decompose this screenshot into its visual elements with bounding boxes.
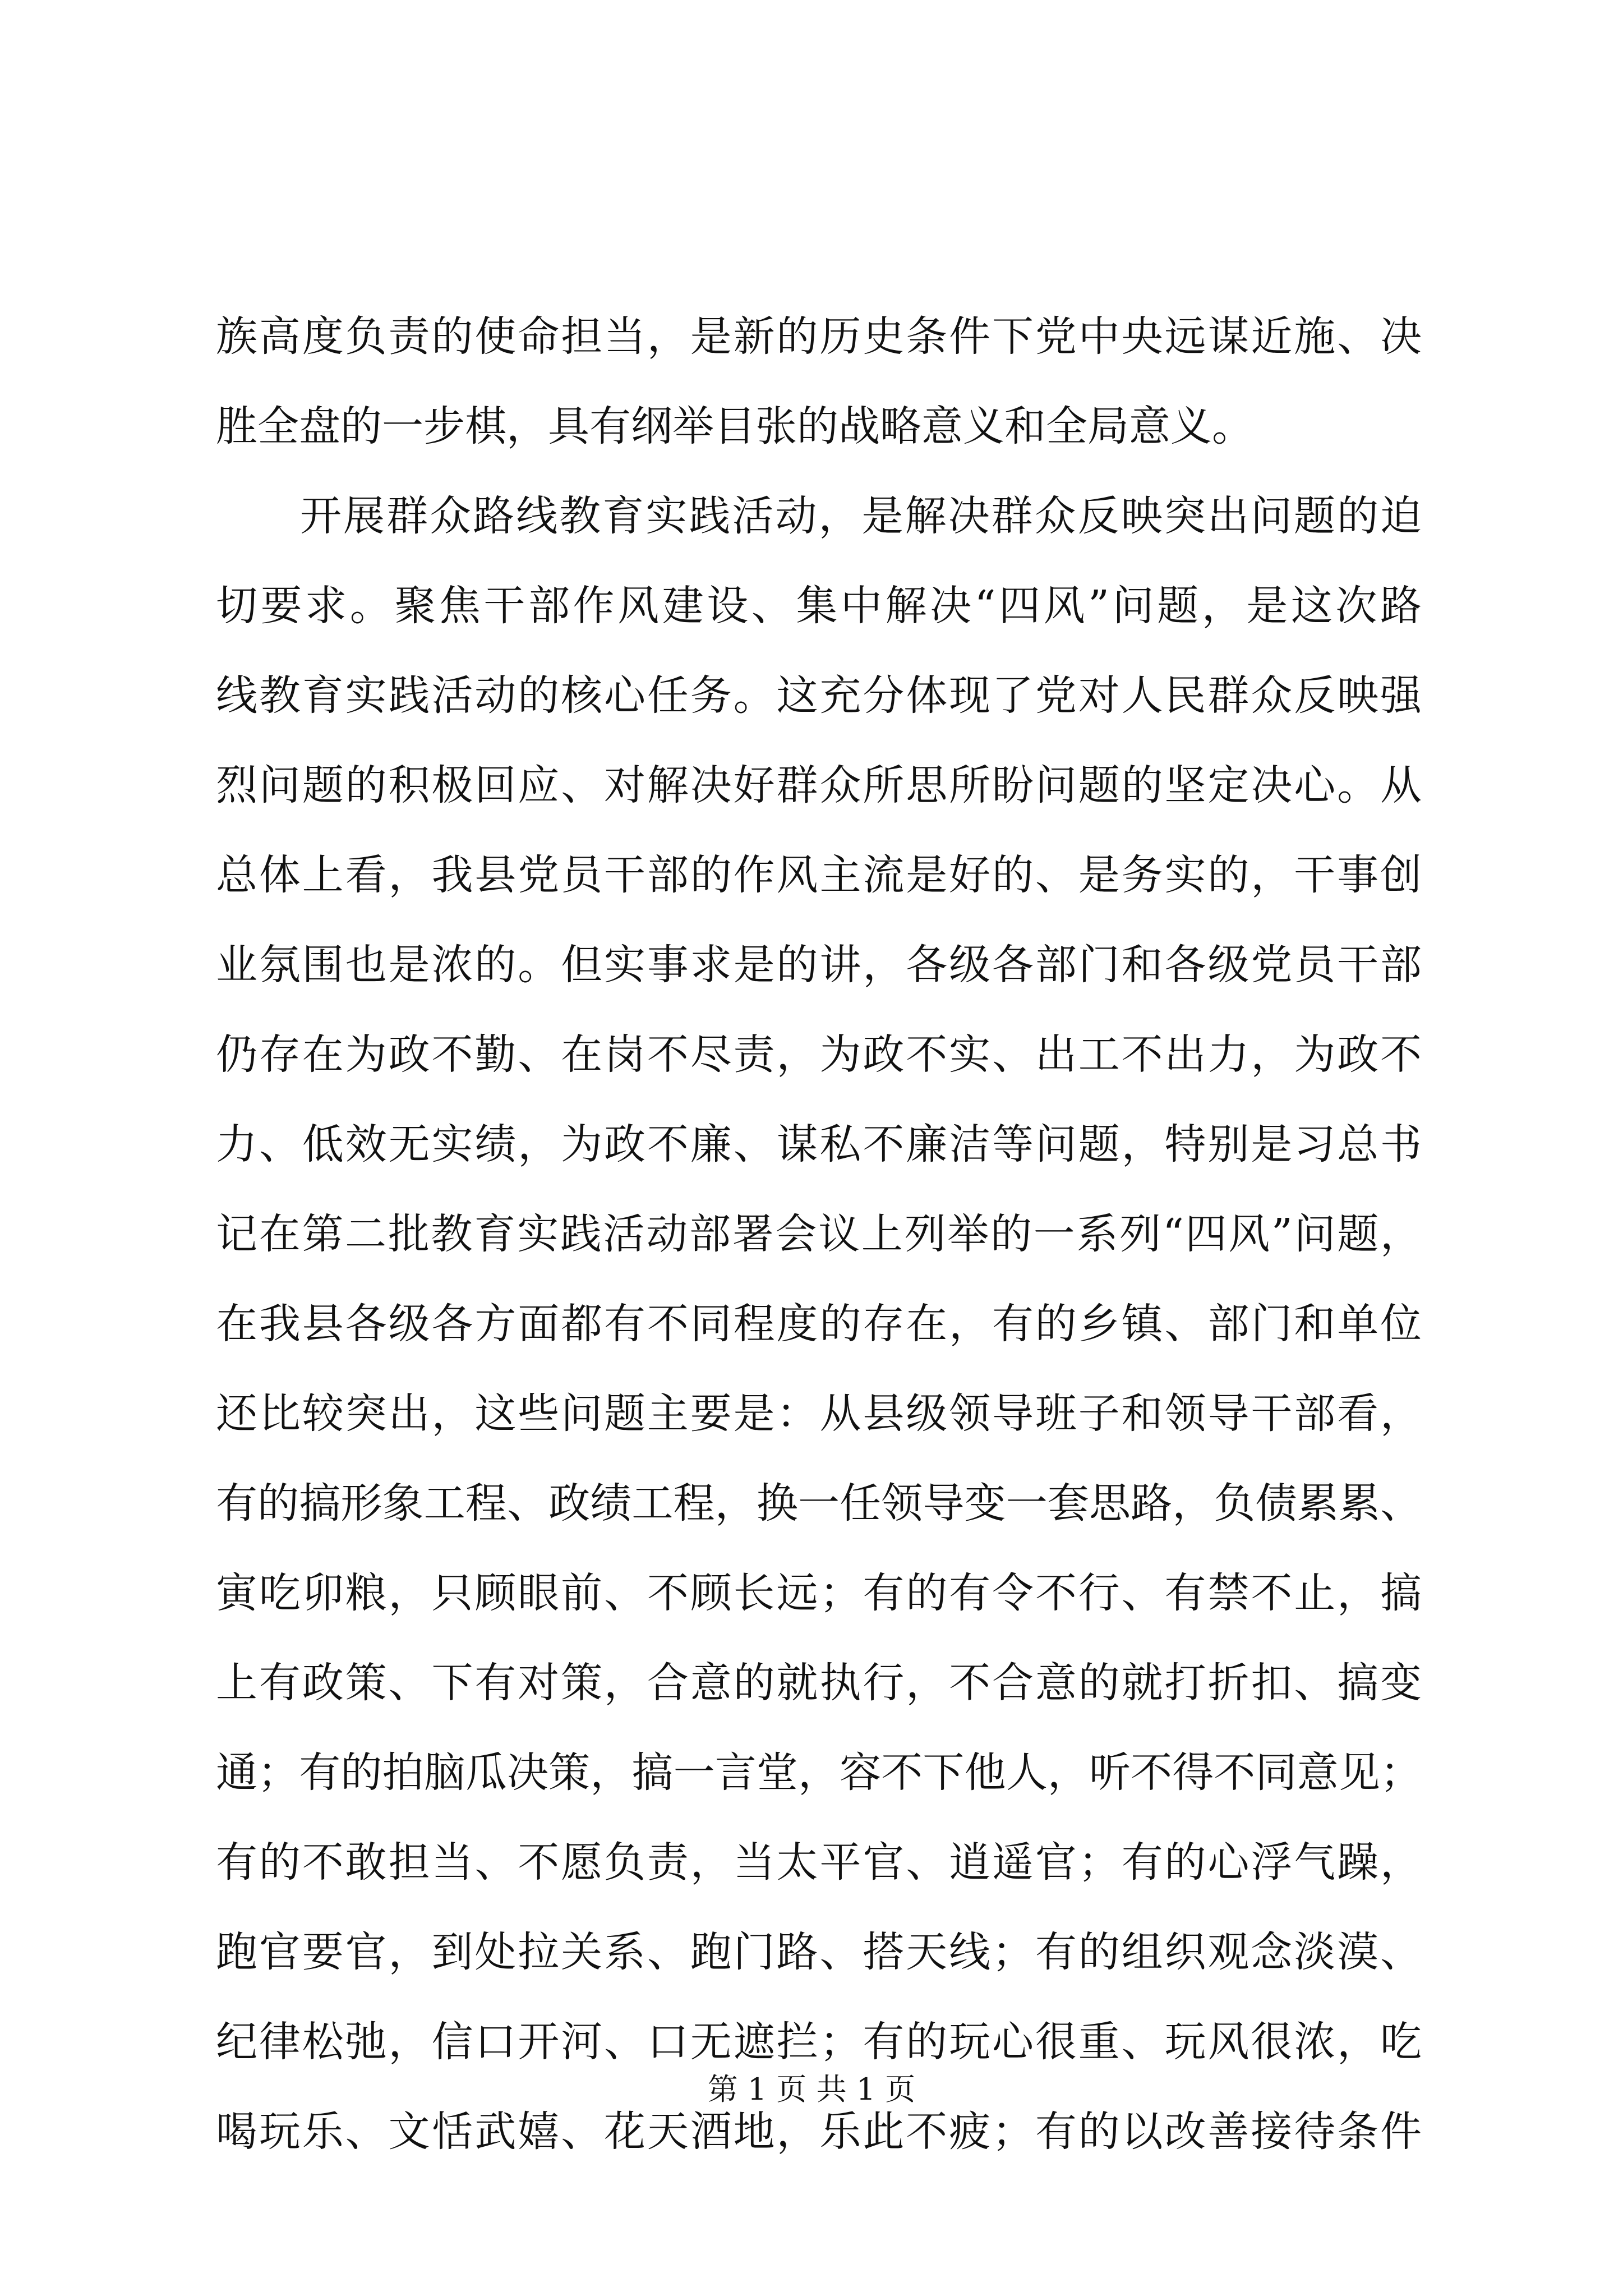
text-line: 切要求。聚焦干部作风建设、集中解决“四风”问题，是这次路 [216,582,1422,630]
text-line: 有的不敢担当、不愿负责，当太平官、逍遥官；有的心浮气躁， [216,1838,1422,1887]
text-line: 族高度负责的使命担当，是新的历史条件下党中央远谋近施、决 [216,312,1422,361]
text-line: 仍存在为政不勤、在岗不尽责，为政不实、出工不出力，为政不 [216,1030,1422,1079]
text-line: 业氛围也是浓的。但实事求是的讲，各级各部门和各级党员干部 [216,941,1422,989]
text-line: 喝玩乐、文恬武嬉、花天酒地，乐此不疲；有的以改善接待条件 [216,2108,1422,2156]
text-line: 跑官要官，到处拉关系、跑门路、搭天线；有的组织观念淡漠、 [216,1928,1422,1976]
text-line: 力、低效无实绩，为政不廉、谋私不廉洁等问题，特别是习总书 [216,1120,1422,1168]
body-text [216,292,1422,2177]
text-line: 上有政策、下有对策，合意的就执行，不合意的就打折扣、搞变 [216,1659,1422,1707]
text-line: 通；有的拍脑瓜决策，搞一言堂，容不下他人，听不得不同意见； [216,1749,1422,1797]
text-line: 有的搞形象工程、政绩工程，换一任领导变一套思路，负债累累、 [216,1479,1422,1527]
page-number-footer: 第 1 页 共 1 页 [707,2072,916,2107]
text-line: 胜全盘的一步棋，具有纲举目张的战略意义和全局意义。 [216,402,1253,450]
text-line: 线教育实践活动的核心任务。这充分体现了党对人民群众反映强 [216,671,1422,720]
text-line: 纪律松弛，信口开河、口无遮拦；有的玩心很重、玩风很浓，吃 [216,2018,1422,2066]
text-line: 烈问题的积极回应、对解决好群众所思所盼问题的坚定决心。从 [216,761,1422,809]
text-line: 总体上看，我县党员干部的作风主流是好的、是务实的，干事创 [216,851,1422,899]
paragraph-first-line: 开展群众路线教育实践活动，是解决群众反映突出问题的迫 [300,492,1422,540]
text-line: 还比较突出，这些问题主要是：从县级领导班子和领导干部看， [216,1389,1422,1438]
text-line: 在我县各级各方面都有不同程度的存在，有的乡镇、部门和单位 [216,1300,1422,1348]
text-line: 寅吃卯粮，只顾眼前、不顾长远；有的有令不行、有禁不止，搞 [216,1569,1422,1617]
text-line: 记在第二批教育实践活动部署会议上列举的一系列“四风”问题， [216,1210,1422,1258]
